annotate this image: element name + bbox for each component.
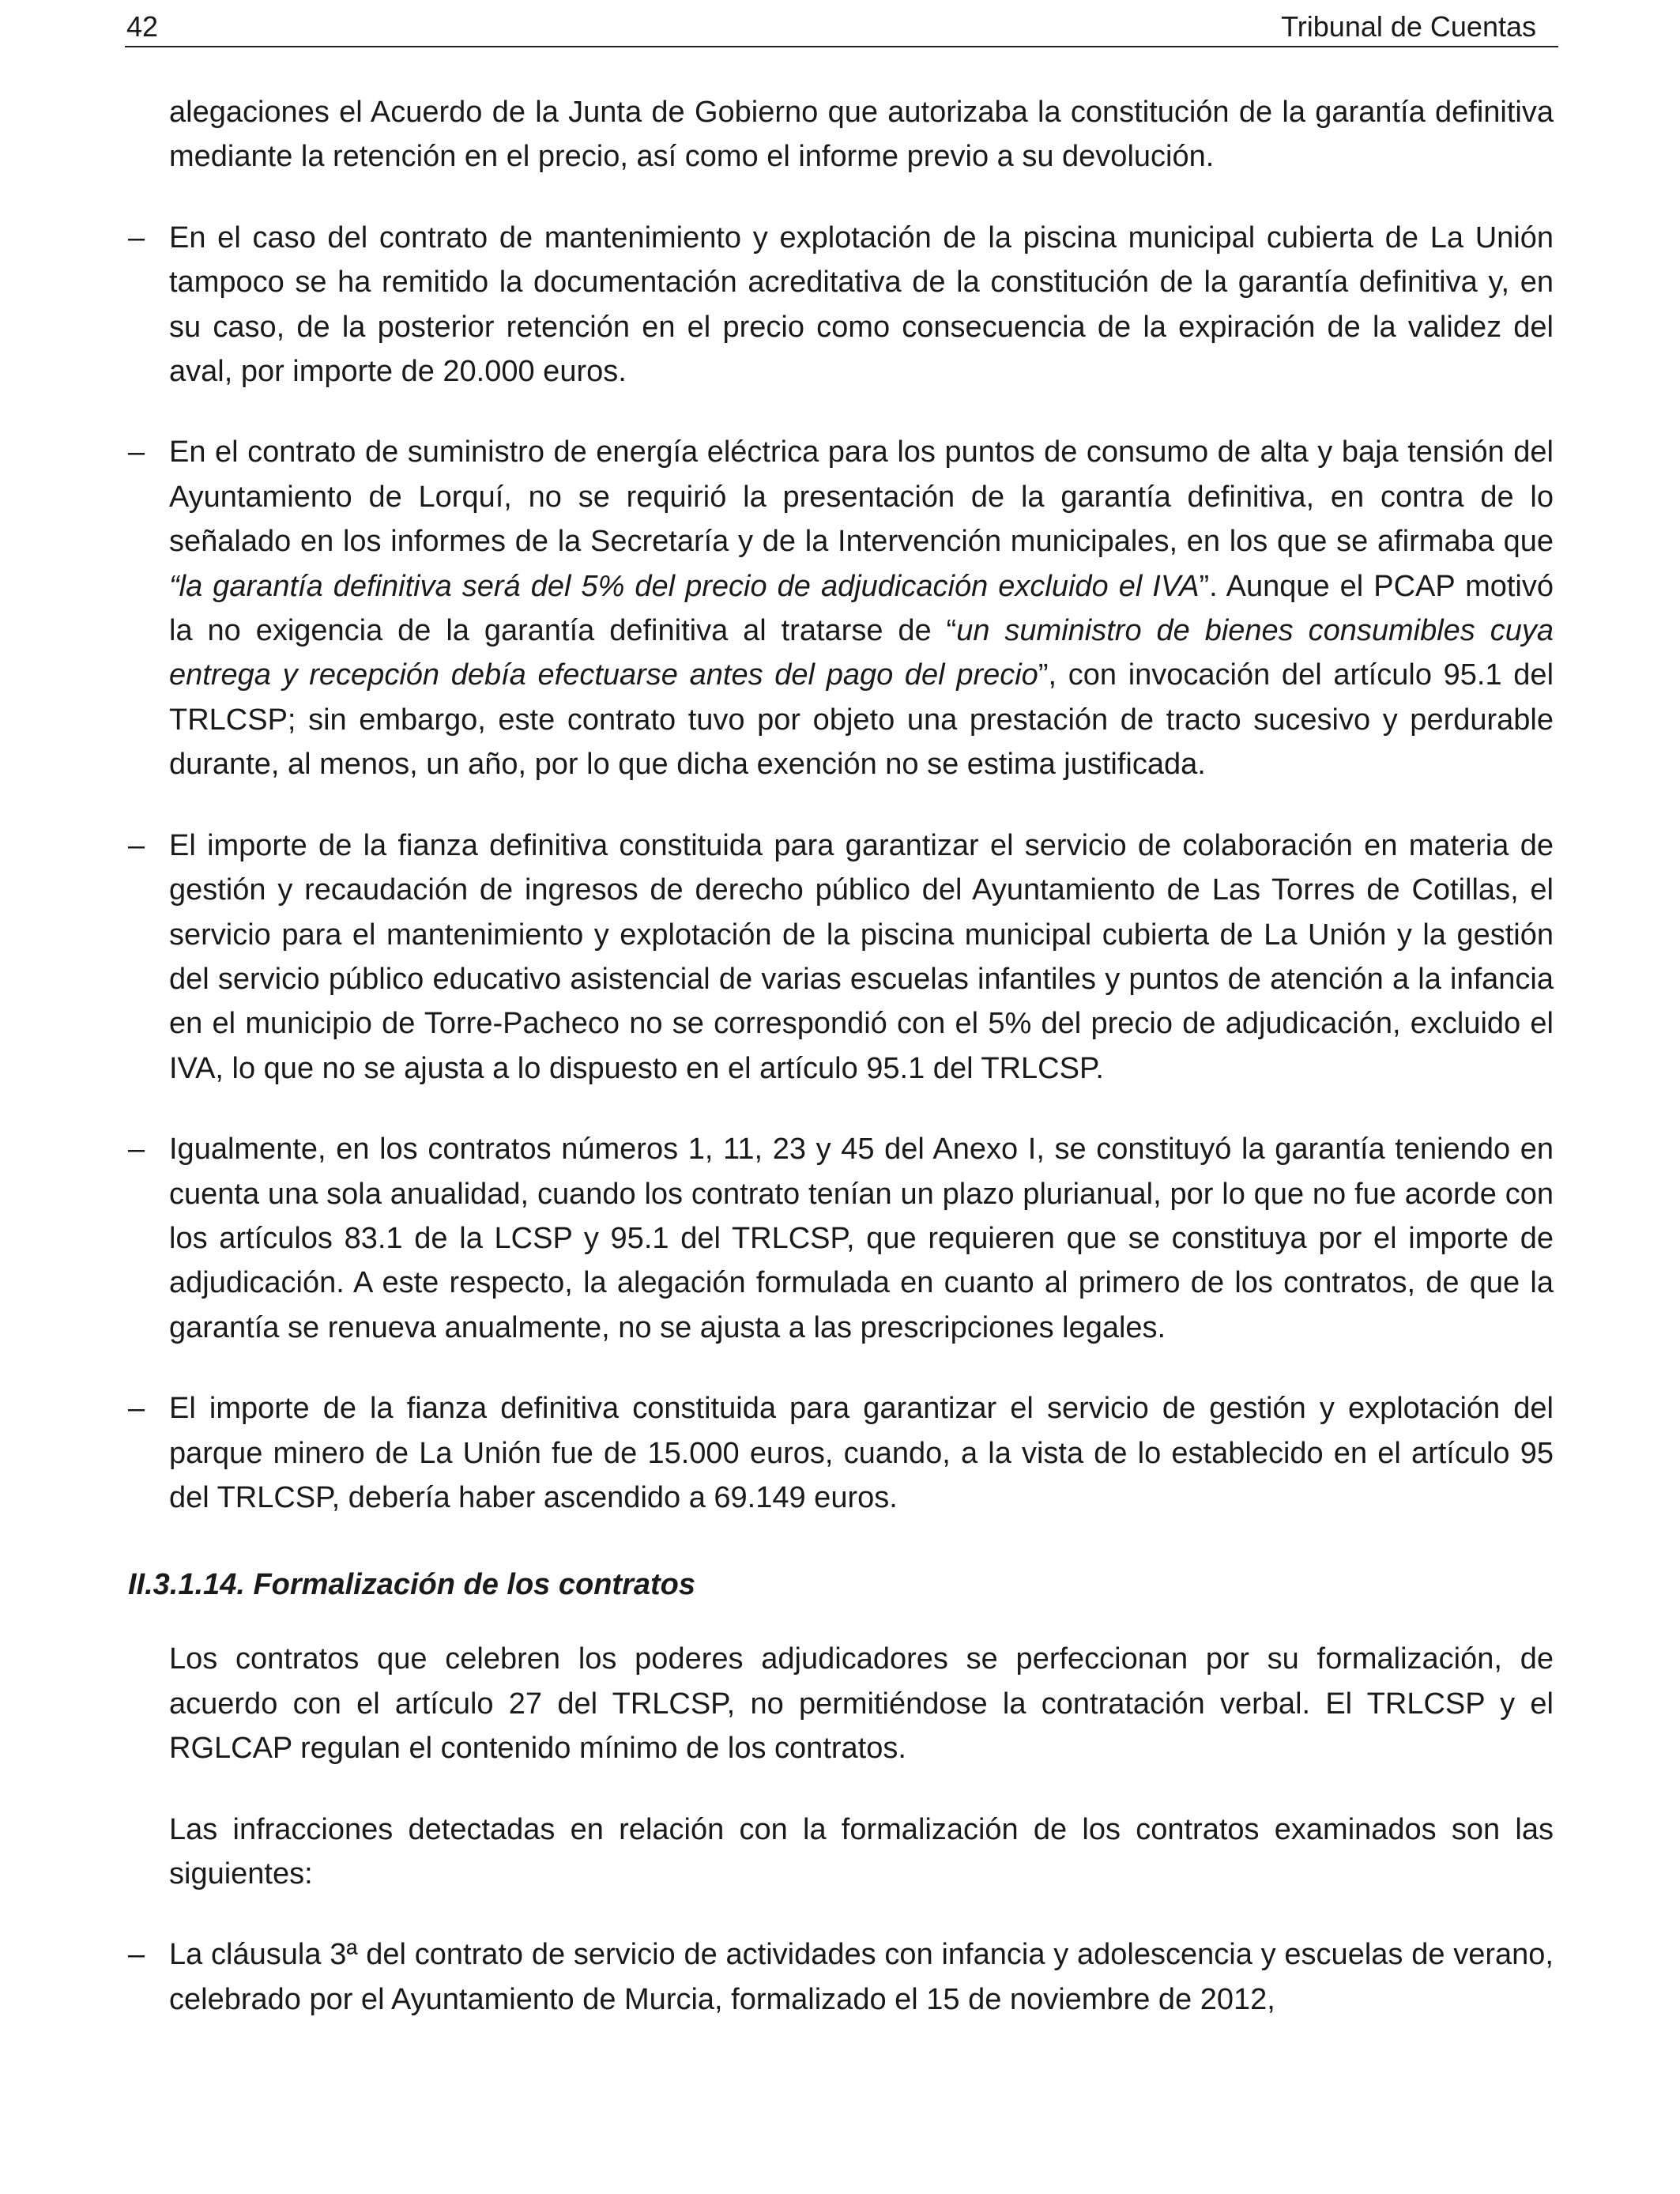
bullet-text: La cláusula 3ª del contrato de servicio de actividades con infancia y adolescencia y escuelas de verano, celebrado por el Ayuntamiento de Murcia, formalizado el 15 de noviembre de 2012, [169,1938,1554,2016]
bullet-text: El importe de la fianza definitiva constituida para garantizar el servicio de colaboración en materia de gestión y recaudación de ingresos de derecho público del Ayuntamiento de Las Torres de Cotillas, el servicio para el mantenimiento y explotación de la piscina municipal cubierta de La Unión y la gestión del servicio público educativo asistencial de varias escuelas infantiles y puntos de atención a la infancia en el municipio de Torre-Pacheco no se correspondió con el 5% del precio de adjudicación, excluido el IVA, lo que no se ajusta a lo dispuesto en el artículo 95.1 del TRLCSP. [169,828,1554,1085]
bullet-text-part: En el contrato de suministro de energía eléctrica para los puntos de consumo de alta y baja tensión del Ayuntamiento de Lorquí, no se requirió la presentación de la garantía definitiva, en contra de lo señalado en los informes de la Secretaría y de la Intervención municipales, en los que se afirmaba que [169,435,1554,559]
bullet-item-parque-minero [125,1386,1554,1520]
dash-bullet: – [128,1392,145,1426]
page-header [125,8,1558,47]
bullet-text-part: ”. Aunque el PCAP motivó la no exigencia de la garantía definitiva al tratarse de “ [169,569,1554,648]
dash-bullet: – [128,1133,145,1167]
bullet-text: El importe de la fianza definitiva constituida para garantizar el servicio de gestión y explotación del parque minero de La Unión fue de 15.000 euros, cuando, a la vista de lo establecido en el artículo 95 del TRLCSP, debería haber ascendido a 69.149 euros. [169,1392,1554,1514]
bullet-text: Igualmente, en los contratos números 1, 11, 23 y 45 del Anexo I, se constituyó la garantía teniendo en cuenta una sola anualidad, cuando los contrato tenían un plazo plurianual, por lo que no fue acorde con los artículos 83.1 de la LCSP y 95.1 del TRLCSP, que requieren que se constituya por el importe de adjudicación. A este respecto, la alegación formulada en cuanto al primero de los contratos, de que la garantía se renueva anualmente, no se ajusta a las prescripciones legales. [169,1133,1554,1344]
intro-paragraph: alegaciones el Acuerdo de la Junta de Gobierno que autorizaba la constitución de la garantía definitiva mediante la retención en el precio, así como el informe previo a su devolución. [169,96,1554,174]
page-number: 42 [126,10,159,43]
dash-bullet: – [128,1938,145,1972]
header-organization: Tribunal de Cuentas [1281,10,1536,43]
bullet-quote: “la garantía definitiva será del 5% del precio de adjudicación excluido el IVA [169,569,1200,603]
bullet-text-part: ”, con invocación del artículo 95.1 del TRLCSP; sin embargo, este contrato tuvo por objeto una prestación de tracto sucesivo y perdurable durante, al menos, un año, por lo que dicha exención no se estima justificada. [169,658,1554,782]
dash-bullet: – [128,221,145,254]
section-paragraph: Las infracciones detectadas en relación con la formalización de los contratos examinados son las siguientes: [169,1812,1554,1891]
bullet-quote: un suministro de bienes consumibles cuya entrega y recepción debía efectuarse antes del pago del precio [169,614,1554,692]
bullet-item-fianza-importe [125,824,1554,1091]
bullet-item-suministro-lorqui [125,430,1554,786]
section-paragraph: Los contratos que celebren los poderes adjudicadores se perfeccionan por su formalización, de acuerdo con el artículo 27 del TRLCSP, no permitiéndose la contratación verbal. El TRLCSP y el RGLCAP regulan el contenido mínimo de los contratos. [169,1642,1554,1766]
bullet-item-piscina-garantia [125,216,1554,394]
body-content [125,90,1554,2022]
bullet-text: En el caso del contrato de mantenimiento y explotación de la piscina municipal cubierta de La Unión tampoco se ha remitido la documentación acreditativa de la constitución de la garantía definitiva y, en su caso, de la posterior retención en el precio como consecuencia de la expiración de la validez del aval, por importe de 20.000 euros. [169,221,1554,389]
bullet-item-anualidad [125,1127,1554,1350]
dash-bullet: – [128,435,145,469]
bullet-text [169,430,1554,786]
bullet-item-clausula-murcia [125,1932,1554,2022]
section-heading: II.3.1.14. Formalización de los contratos [128,1568,695,1602]
dash-bullet: – [128,828,145,862]
